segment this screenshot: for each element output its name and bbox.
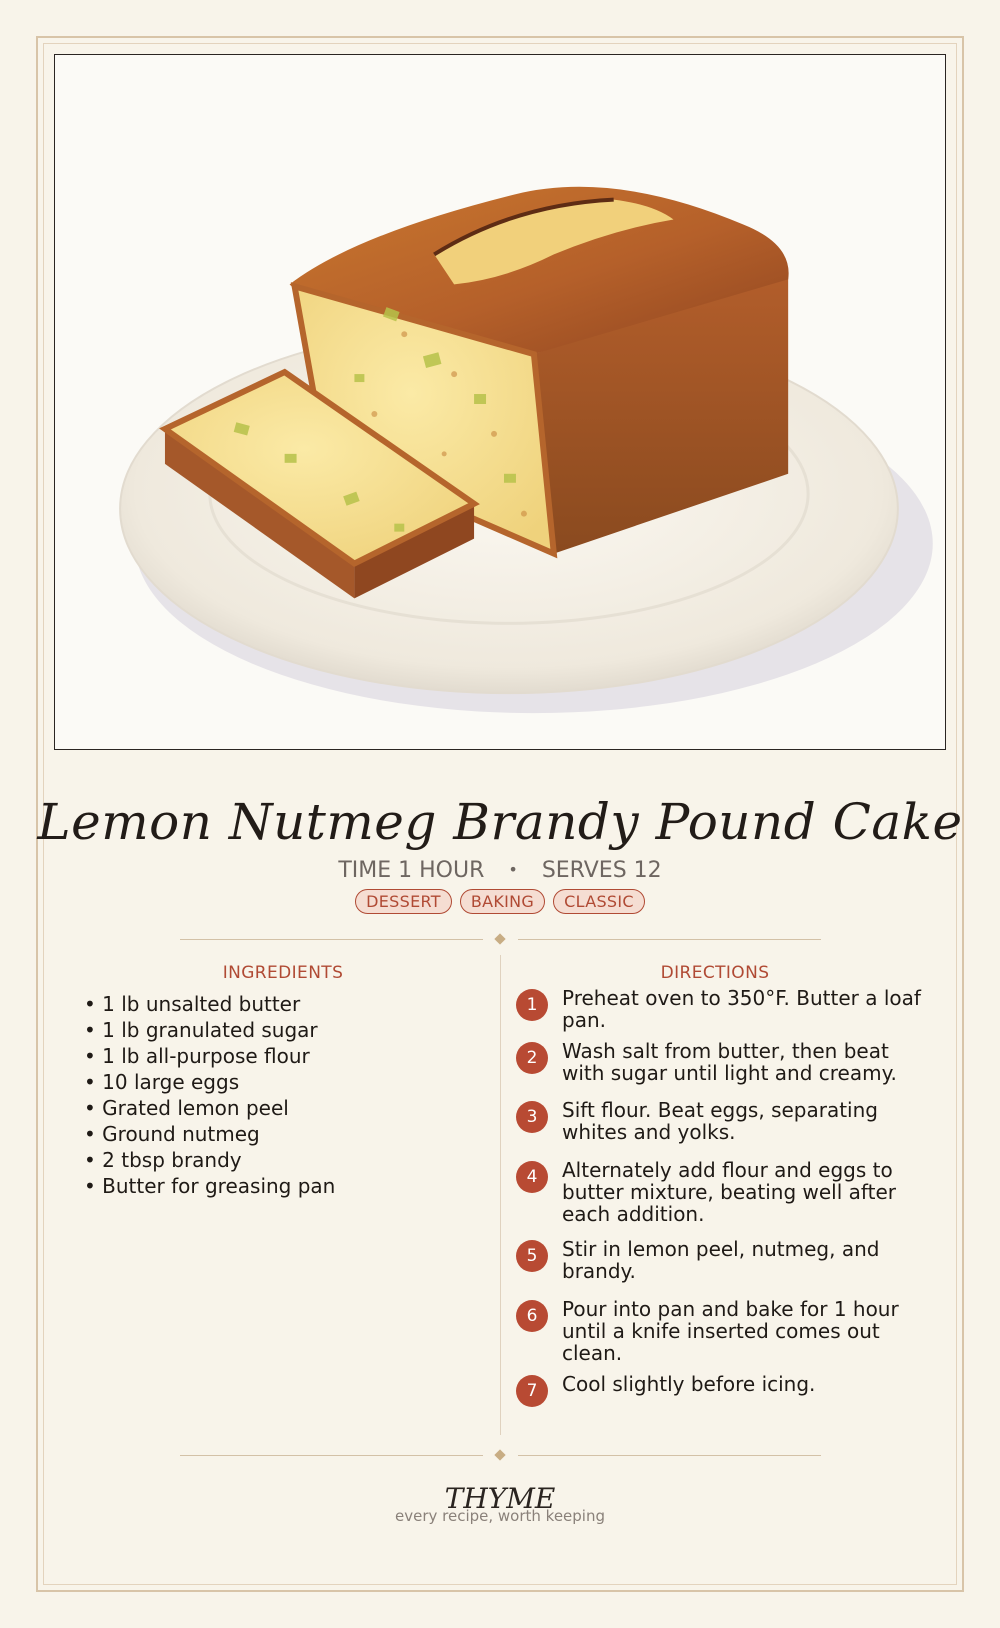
ingredient-item: • 1 lb granulated sugar (84, 1017, 464, 1043)
brand-tagline: every recipe, worth keeping (394, 1507, 605, 1525)
divider-top-left (180, 939, 483, 940)
divider-bottom-right (518, 1455, 821, 1456)
step-number: 2 (516, 1042, 548, 1074)
brand-name: THYME (444, 1482, 556, 1515)
meta-separator: • (508, 860, 518, 879)
step-text: Cool slightly before icing. (562, 1372, 816, 1396)
ingredient-item: • 1 lb all-purpose flour (84, 1043, 464, 1069)
tag-classic[interactable]: CLASSIC (553, 889, 645, 914)
ingredient-item: • 1 lb unsalted butter (84, 991, 464, 1017)
step-text: Preheat oven to 350°F. Butter a loaf pan. (562, 986, 921, 1032)
divider-bottom-left (180, 1455, 483, 1456)
servings: SERVES 12 (541, 858, 662, 883)
recipe-tags (0, 889, 1000, 914)
divider-top-right (518, 939, 821, 940)
step-text: Stir in lemon peel, nutmeg, and brandy. (562, 1237, 880, 1283)
ingredient-item: • Ground nutmeg (84, 1121, 464, 1147)
recipe-meta (0, 855, 1000, 886)
cook-time: TIME 1 HOUR (338, 858, 485, 883)
step-text: Sift flour. Beat eggs, separating whites and yolks. (562, 1098, 878, 1144)
ingredients-heading: INGREDIENTS (222, 963, 344, 983)
pound-cake-illustration (55, 55, 945, 749)
recipe-hero-image (54, 54, 946, 750)
step-number: 4 (516, 1161, 548, 1193)
step-text: Alternately add flour and eggs to butter mixture, beating well after each addition. (562, 1158, 896, 1226)
directions-heading: DIRECTIONS (660, 963, 770, 983)
step-number: 1 (516, 989, 548, 1021)
tag-dessert[interactable]: DESSERT (355, 889, 452, 914)
recipe-title: Lemon Nutmeg Brandy Pound Cake (37, 793, 963, 851)
ingredient-item: • 10 large eggs (84, 1069, 464, 1095)
ingredient-item: • Grated lemon peel (84, 1095, 464, 1121)
step-text: Pour into pan and bake for 1 hour until a knife inserted comes out clean. (562, 1297, 899, 1365)
step-text: Wash salt from butter, then beat with sugar until light and creamy. (562, 1039, 897, 1085)
step-number: 3 (516, 1101, 548, 1133)
ingredients-list (84, 991, 464, 1199)
step-number: 7 (516, 1375, 548, 1407)
ingredient-item: • Butter for greasing pan (84, 1173, 464, 1199)
ingredient-item: • 2 tbsp brandy (84, 1147, 464, 1173)
step-number: 6 (516, 1300, 548, 1332)
column-divider (500, 955, 501, 1435)
tag-baking[interactable]: BAKING (460, 889, 545, 914)
step-number: 5 (516, 1240, 548, 1272)
